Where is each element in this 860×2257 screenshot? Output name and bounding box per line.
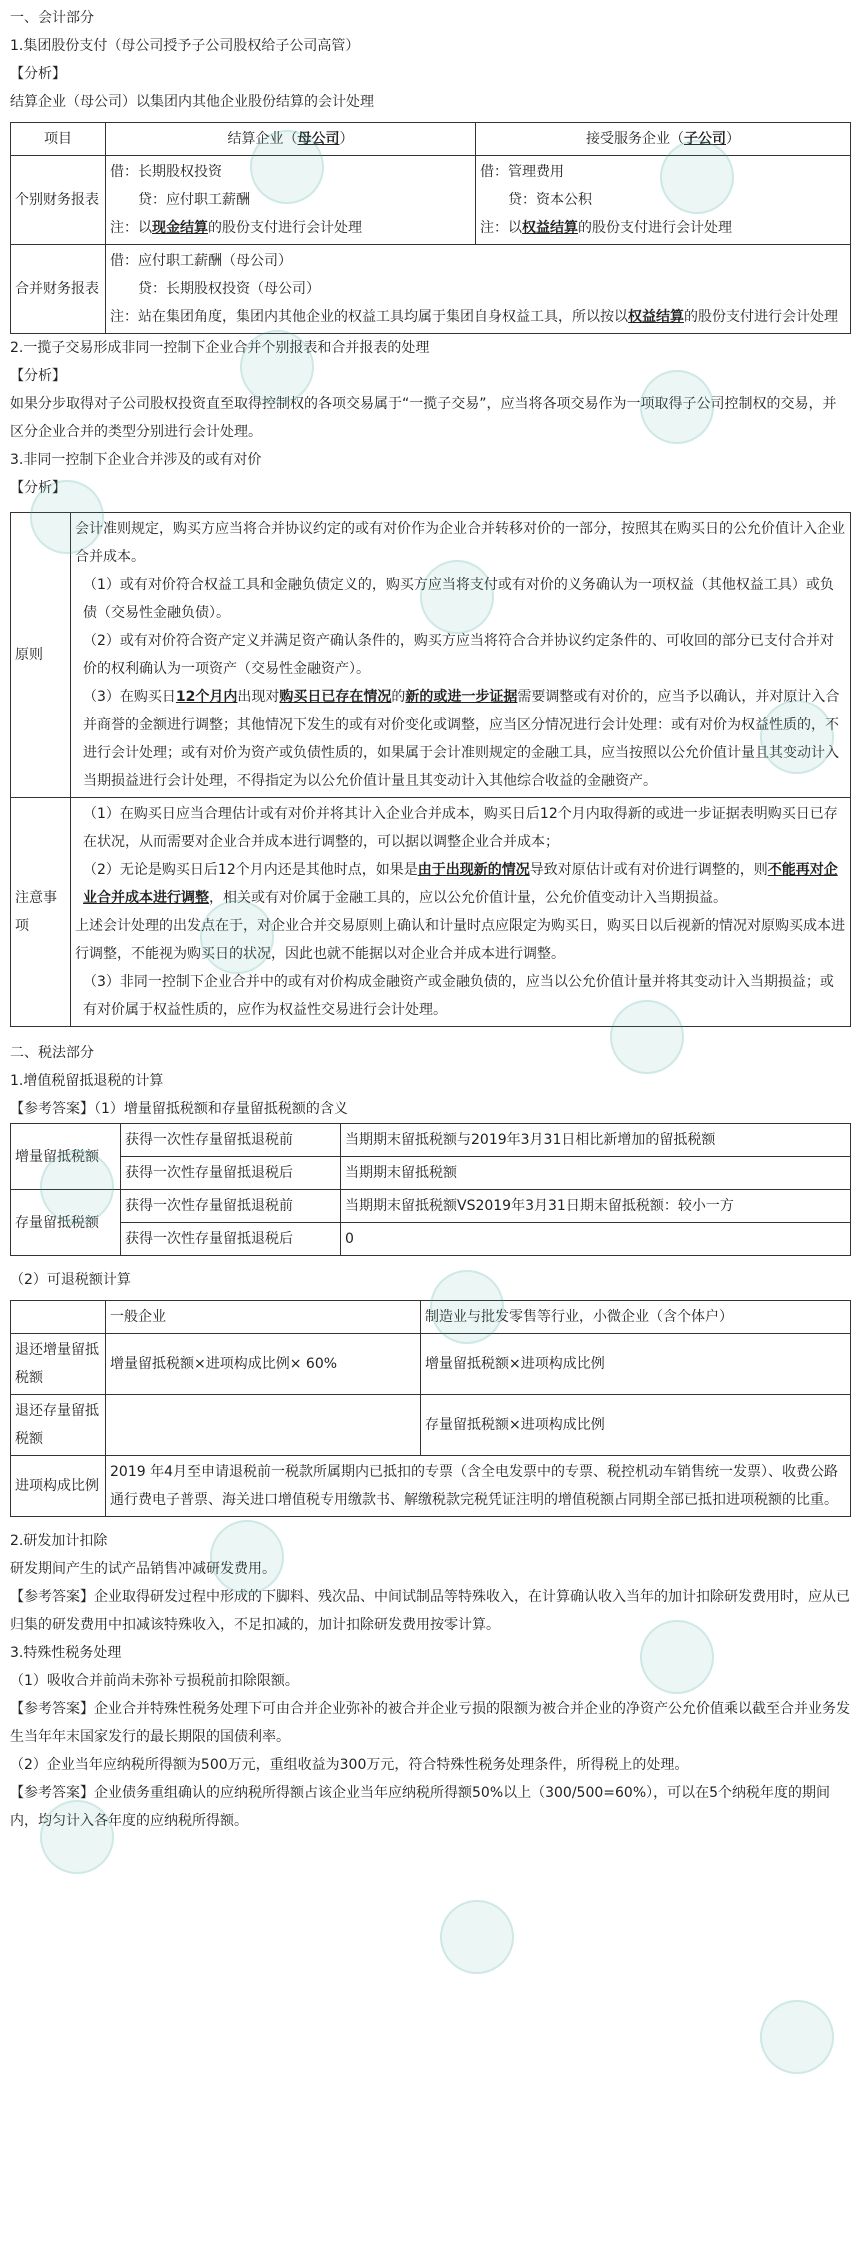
header-service-entity: 接受服务企业（子公司） [476,123,851,156]
table-cell: 会计准则规定，购买方应当将合并协议约定的或有对价作为企业合并转移对价的一部分，按照其在购买日的公允价值计入企业合并成本。 （1）或有对价符合权益工具和金融负债定义的，购买方应当将支付或有对价的义务确认为一项权益（其他权益工具）或负债（交易性金融负债）。 （2）或有对价符合资产定义并满足资产确认条件的，购买方应当将符合合并协议约定条件的、可收回的部分已支付合并对价的权利确认为一项资产（交易性金融资产）。 （3）在购买日12个月内出现对购买日已存在情况的新的或进一步证据需要调整或有对价的，应当予以确认，并对原计入合并商誉的金额进行调整；其他情况下发生的或有对价变化或调整，应当区分情况进行会计处理：或有对价为权益性质的，不进行会计处理；或有对价为资产或负债性质的，如果属于会计准则规定的金融工具，应当按照以公允价值计量且其变动计入当期损益进行会计处理，不得指定为以公允价值计量且其变动计入其他综合收益的金融资产。 [71,513,851,798]
table-row [11,1124,851,1157]
question-text: （1）吸收合并前尚未弥补亏损税前扣除限额。 [10,1673,299,1689]
share-payment-table [10,122,851,334]
answer-text: 【参考答案】企业合并特殊性税务处理下可由合并企业弥补的被合并企业亏损的限额为被合并企业的净资产公允价值乘以截至合并业务发生当年年末国家发行的最长期限的国债利率。 [10,1701,850,1745]
row-label: 存量留抵税额 [11,1190,121,1256]
header-manufacturing: 制造业与批发零售等行业，小微企业（含个体户） [421,1301,851,1334]
table-cell: 0 [341,1223,851,1256]
table-row [11,245,851,334]
header-general: 一般企业 [106,1301,421,1334]
table-cell: 当期期末留抵税额VS2019年3月31日期末留抵税额：较小一方 [341,1190,851,1223]
row-label: 合并财务报表 [11,245,106,334]
table-cell: 获得一次性存量留抵退税前 [121,1124,341,1157]
section-heading: 二、税法部分 [10,1045,94,1061]
table-cell: 存量留抵税额×进项构成比例 [421,1395,851,1456]
table-cell: 借：长期股权投资 贷：应付职工薪酬 注：以现金结算的股份支付进行会计处理 [106,156,476,245]
row-label: 注意事项 [11,798,71,1027]
table-cell: 借：应付职工薪酬（母公司） 贷：长期股权投资（母公司） 注：站在集团角度，集团内其他企业的权益工具均属于集团自身权益工具，所以按以权益结算的股份支付进行会计处理 [106,245,851,334]
table-row [11,1223,851,1256]
answer-text: 【参考答案】企业取得研发过程中形成的下脚料、残次品、中间试制品等特殊收入，在计算确认收入当年的加计扣除研发费用时，应从已归集的研发费用中扣减该特殊收入，不足扣减的，加计扣除研发费用按零计算。 [10,1589,850,1633]
header-settlement-entity: 结算企业（母公司） [106,123,476,156]
table-cell: 获得一次性存量留抵退税前 [121,1190,341,1223]
contingent-consideration-table [10,512,851,1027]
row-label: 原则 [11,513,71,798]
row-label: 退还增量留抵税额 [11,1334,106,1395]
watermark-logo [425,1885,528,1988]
question-text: （2）企业当年应纳税所得额为500万元，重组收益为300万元，符合特殊性税务处理条件，所得税上的处理。 [10,1757,689,1773]
table-cell: 当期期末留抵税额与2019年3月31日相比新增加的留抵税额 [341,1124,851,1157]
vat-credit-definition-table [10,1123,851,1256]
table-row [11,1190,851,1223]
table-cell [106,1395,421,1456]
sub-title: （2）可退税额计算 [10,1272,131,1288]
table-cell: 借：管理费用 贷：资本公积 注：以权益结算的股份支付进行会计处理 [476,156,851,245]
table-cell [11,1301,106,1334]
table-row [11,1334,851,1395]
table-row [11,156,851,245]
table-cell: （1）在购买日应当合理估计或有对价并将其计入企业合并成本，购买日后12个月内取得新的或进一步证据表明购买日已存在状况，从而需要对企业合并成本进行调整的，可以据以调整企业合并成本； （2）无论是购买日后12个月内还是其他时点，如果是由于出现新的情况导致对原估计或有对价进行调整的，则不能再对企业合并成本进行调整，相关或有对价属于金融工具的，应以公允价值计量，公允价值变动计入当期损益。 上述会计处理的出发点在于，对企业合并交易原则上确认和计量时点应限定为购买日，购买日以后视新的情况对原购买成本进行调整，不能视为购买日的状况，因此也就不能据以对企业合并成本进行调整。 （3）非同一控制下企业合并中的或有对价构成金融资产或金融负债的，应当以公允价值计量并将其变动计入当期损益；或有对价属于权益性质的，应作为权益性交易进行会计处理。 [71,798,851,1027]
item-title: 1.集团股份支付（母公司授予子公司股权给子公司高管） [10,38,360,54]
table-cell: 2019 年4月至申请退税前一税款所属期内已抵扣的专票（含全电发票中的专票、税控机动车销售统一发票）、收费公路通行费电子普票、海关进口增值税专用缴款书、解缴税款完税凭证注明的增值税额占同期全部已抵扣进项税额的比重。 [106,1456,851,1517]
item-title: 2.一揽子交易形成非同一控制下企业合并个别报表和合并报表的处理 [10,340,430,356]
answer-line: 【参考答案】（1）增量留抵税额和存量留抵税额的含义 [10,1101,348,1117]
section-heading: 一、会计部分 [10,10,94,26]
row-label: 个别财务报表 [11,156,106,245]
item-title: 3.特殊性税务处理 [10,1645,122,1661]
analysis-label: 【分析】 [10,368,66,384]
table-header-row [11,1301,851,1334]
table-row [11,1395,851,1456]
row-label: 进项构成比例 [11,1456,106,1517]
question-text: 研发期间产生的试产品销售冲减研发费用。 [10,1561,276,1577]
table-row [11,1456,851,1517]
table-cell: 增量留抵税额×进项构成比例× 60% [106,1334,421,1395]
answer-text: 【参考答案】企业债务重组确认的应纳税所得额占该企业当年应纳税所得额50%以上（300/500=60%），可以在5个纳税年度的期间内，均匀计入各年度的应纳税所得额。 [10,1785,831,1829]
table-cell: 获得一次性存量留抵退税后 [121,1157,341,1190]
table-row [11,513,851,798]
item-description: 结算企业（母公司）以集团内其他企业股份结算的会计处理 [10,94,374,110]
table-row [11,798,851,1027]
table-header-row [11,123,851,156]
table-cell: 获得一次性存量留抵退税后 [121,1223,341,1256]
analysis-label: 【分析】 [10,480,66,496]
watermark-logo [745,1985,848,2088]
analysis-label: 【分析】 [10,66,66,82]
table-row [11,1157,851,1190]
item-title: 1.增值税留抵退税的计算 [10,1073,164,1089]
refund-calc-table [10,1300,851,1517]
table-cell: 当期期末留抵税额 [341,1157,851,1190]
row-label: 退还存量留抵税额 [11,1395,106,1456]
header-item: 项目 [11,123,106,156]
table-cell: 增量留抵税额×进项构成比例 [421,1334,851,1395]
row-label: 增量留抵税额 [11,1124,121,1190]
item-title: 2.研发加计扣除 [10,1533,108,1549]
item-title: 3.非同一控制下企业合并涉及的或有对价 [10,452,262,468]
item-description: 如果分步取得对子公司股权投资直至取得控制权的各项交易属于“一揽子交易”，应当将各项交易作为一项取得子公司控制权的交易，并区分企业合并的类型分别进行会计处理。 [10,396,837,440]
